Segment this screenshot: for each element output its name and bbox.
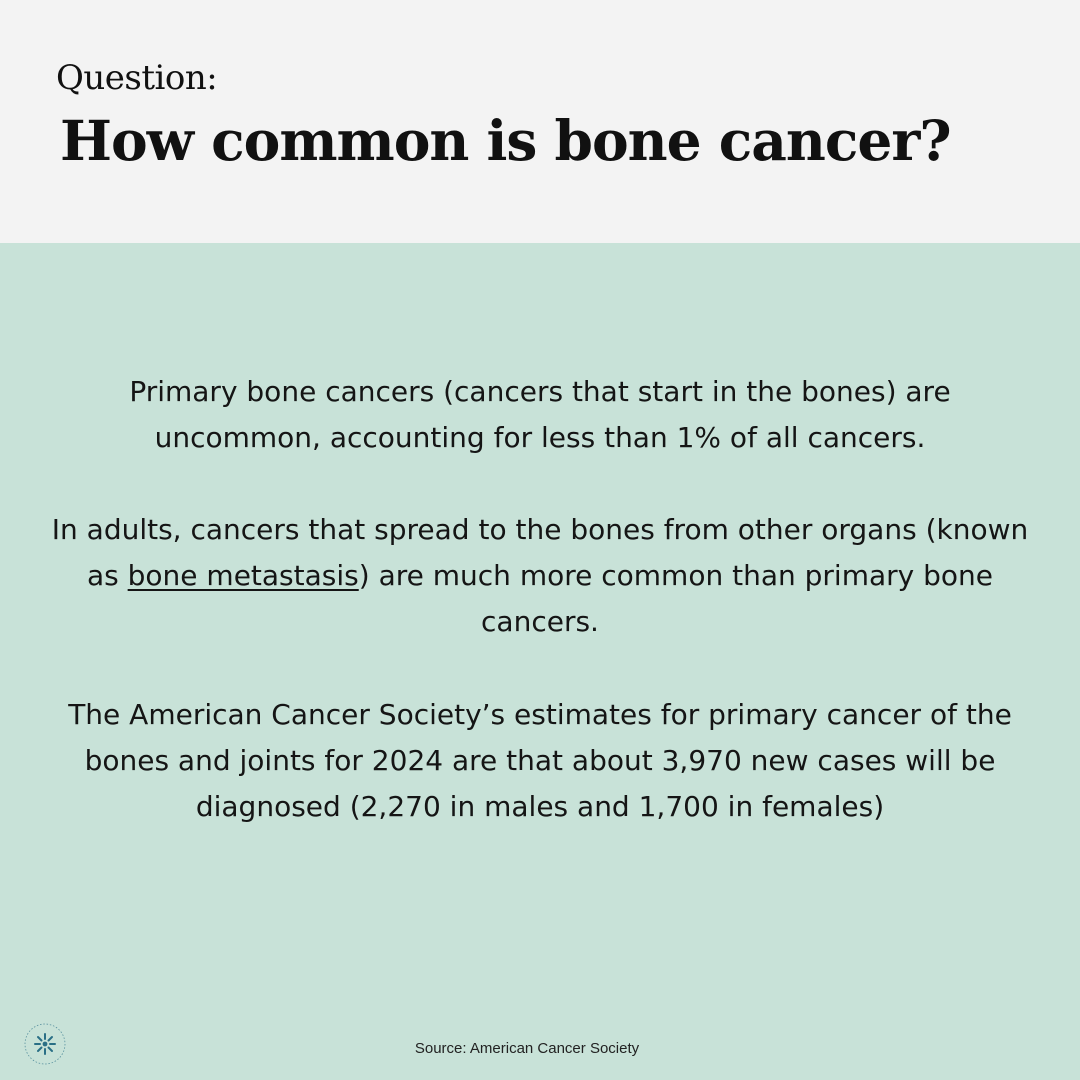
paragraph-3 <box>20 692 1060 830</box>
paragraph-1-line-1: Primary bone cancers (cancers that start in the bones) are <box>129 375 951 408</box>
paragraph-2-line-3: cancers. <box>481 605 599 638</box>
bone-metastasis-link[interactable]: bone metastasis <box>127 559 359 592</box>
paragraph-2-line-2-suffix: ) are much more common than primary bone <box>358 559 993 592</box>
brand-logo-icon <box>22 1021 68 1067</box>
paragraph-2-line-1: In adults, cancers that spread to the bones from other organs (known <box>51 513 1029 546</box>
paragraph-3-line-3: diagnosed (2,270 in males and 1,700 in females) <box>195 790 885 823</box>
paragraph-1 <box>20 369 1060 461</box>
header-band <box>0 0 1080 243</box>
paragraph-2 <box>20 507 1060 645</box>
paragraph-1-line-2: uncommon, accounting for less than 1% of all cancers. <box>154 421 926 454</box>
content-panel <box>0 243 1080 1080</box>
paragraph-3-line-1: The American Cancer Society’s estimates for primary cancer of the <box>68 698 1012 731</box>
question-title: How common is bone cancer? <box>60 108 951 173</box>
paragraph-3-line-2: bones and joints for 2024 are that about 3,970 new cases will be <box>84 744 996 777</box>
question-label: Question: <box>56 58 218 98</box>
paragraph-2-line-2-prefix: as <box>86 559 128 592</box>
source-citation: Source: American Cancer Society <box>414 1040 640 1057</box>
